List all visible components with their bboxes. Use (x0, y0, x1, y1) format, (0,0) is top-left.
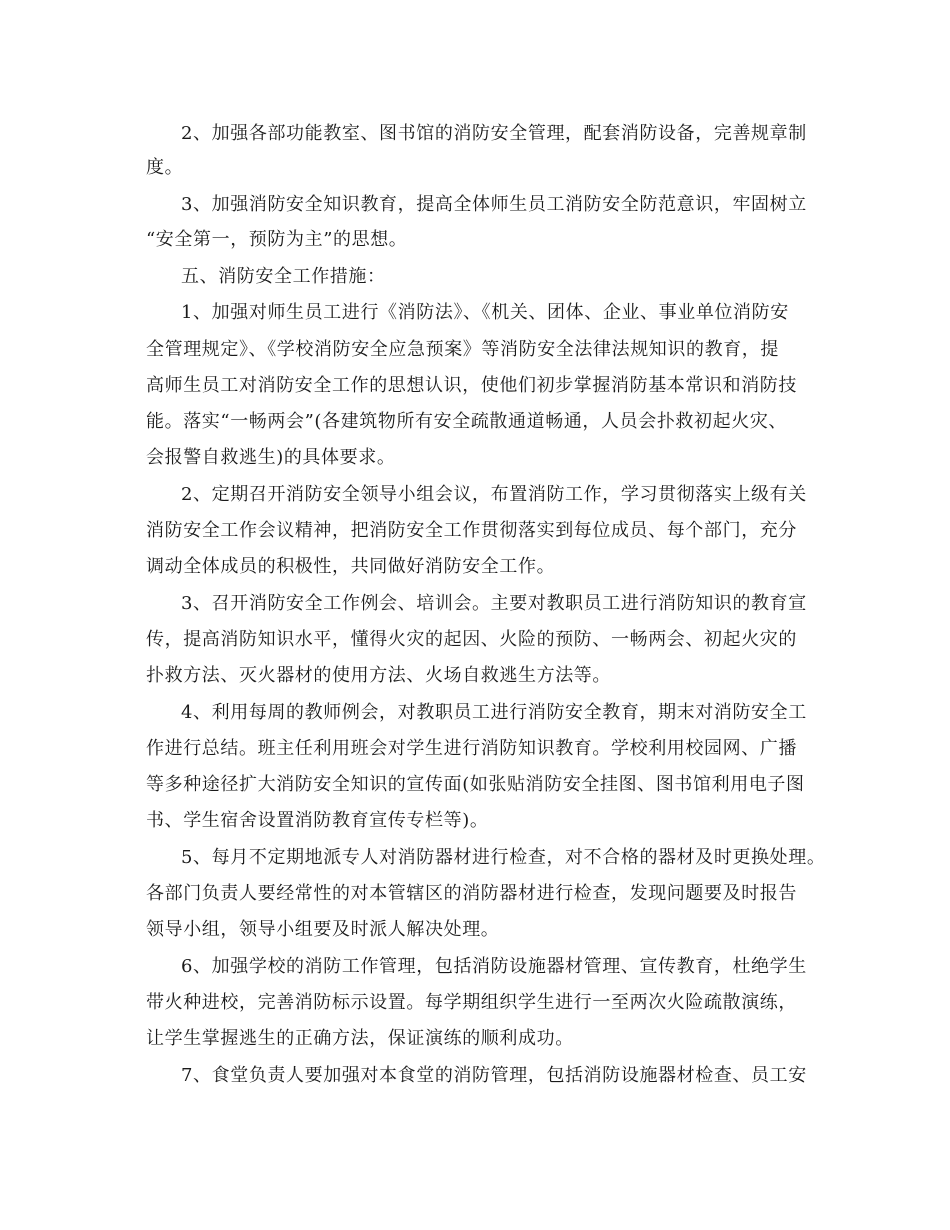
section-heading (0, 257, 950, 297)
text-line (0, 366, 950, 406)
text-line (0, 910, 950, 950)
line-text: 传，提高消防知识水平，懂得火灾的起因、火险的预防、一畅两会、初起火灾的 (146, 629, 797, 650)
line-text: 会报警自救逃生)的具体要求。 (146, 447, 396, 468)
line-text: 2、定期召开消防安全领导小组会议，布置消防工作，学习贯彻落实上级有关 (181, 484, 807, 505)
text-line (0, 1056, 950, 1096)
text-line (0, 765, 950, 805)
line-text: 带火种进校，完善消防标示设置。每学期组织学生进行一至两次火险疏散演练， (146, 992, 797, 1013)
text-line (0, 185, 950, 225)
line-text: 5、每月不定期地派专人对消防器材进行检查，对不合格的器材及时更换处理。 (181, 847, 826, 868)
line-text: “安全第一，预防为主”的思想。 (146, 229, 408, 250)
text-line (0, 293, 950, 333)
line-text: 3、加强消防安全知识教育，提高全体师生员工消防安全防范意识，牢固树立 (181, 194, 807, 215)
text-line (0, 511, 950, 551)
line-text: 消防安全工作会议精神，把消防安全工作贯彻落实到每位成员、每个部门，充分 (146, 520, 797, 541)
text-line (0, 584, 950, 624)
text-line (0, 330, 950, 370)
text-line (0, 402, 950, 442)
text-line (0, 220, 950, 260)
line-text: 3、召开消防安全工作例会、培训会。主要对教职员工进行消防知识的教育宣 (181, 593, 807, 614)
line-text: 书、学生宿舍设置消防教育宣传专栏等)。 (146, 810, 489, 831)
line-text: 让学生掌握逃生的正确方法，保证演练的顺利成功。 (146, 1028, 574, 1049)
line-text: 度。 (146, 157, 184, 178)
line-text: 4、利用每周的教师例会，对教职员工进行消防安全教育，期末对消防安全工 (181, 702, 807, 723)
line-text: 各部门负责人要经常性的对本管辖区的消防器材进行检查，发现问题要及时报告 (146, 883, 797, 904)
line-text: 扑救方法、灭火器材的使用方法、火场自救逃生方法等。 (146, 665, 611, 686)
text-line (0, 874, 950, 914)
line-text: 高师生员工对消防安全工作的思想认识，使他们初步掌握消防基本常识和消防技 (146, 375, 797, 396)
text-line (0, 983, 950, 1023)
line-text: 等多种途径扩大消防安全知识的宣传面(如张贴消防安全挂图、图书馆利用电子图 (146, 774, 805, 795)
text-line (0, 801, 950, 841)
line-text: 能。落实“一畅两会”(各建筑物所有安全疏散通道畅通，人员会扑救初起火灾、 (146, 411, 788, 432)
line-text: 全管理规定》、《学校消防安全应急预案》等消防安全法律法规知识的教育，提 (146, 339, 779, 360)
text-line (0, 838, 950, 878)
text-line (0, 656, 950, 696)
line-text: 五、消防安全工作措施： (181, 266, 386, 287)
text-line (0, 148, 950, 188)
text-line (0, 693, 950, 733)
line-text: 1、加强对师生员工进行《消防法》、《机关、团体、企业、事业单位消防安 (181, 302, 789, 323)
line-text: 6、加强学校的消防工作管理，包括消防设施器材管理、宣传教育，杜绝学生 (181, 956, 807, 977)
text-line (0, 620, 950, 660)
line-text: 调动全体成员的积极性，共同做好消防安全工作。 (146, 556, 556, 577)
text-line (0, 438, 950, 478)
text-line (0, 547, 950, 587)
text-line (0, 729, 950, 769)
line-text: 作进行总结。班主任利用班会对学生进行消防知识教育。学校利用校园网、广播 (146, 738, 797, 759)
text-line (0, 947, 950, 987)
line-text: 领导小组，领导小组要及时派人解决处理。 (146, 919, 500, 940)
line-text: 2、加强各部功能教室、图书馆的消防安全管理，配套消防设备，完善规章制 (181, 123, 807, 144)
text-line (0, 1019, 950, 1059)
text-line (0, 475, 950, 515)
line-text: 7、食堂负责人要加强对本食堂的消防管理，包括消防设施器材检查、员工安 (181, 1065, 807, 1086)
